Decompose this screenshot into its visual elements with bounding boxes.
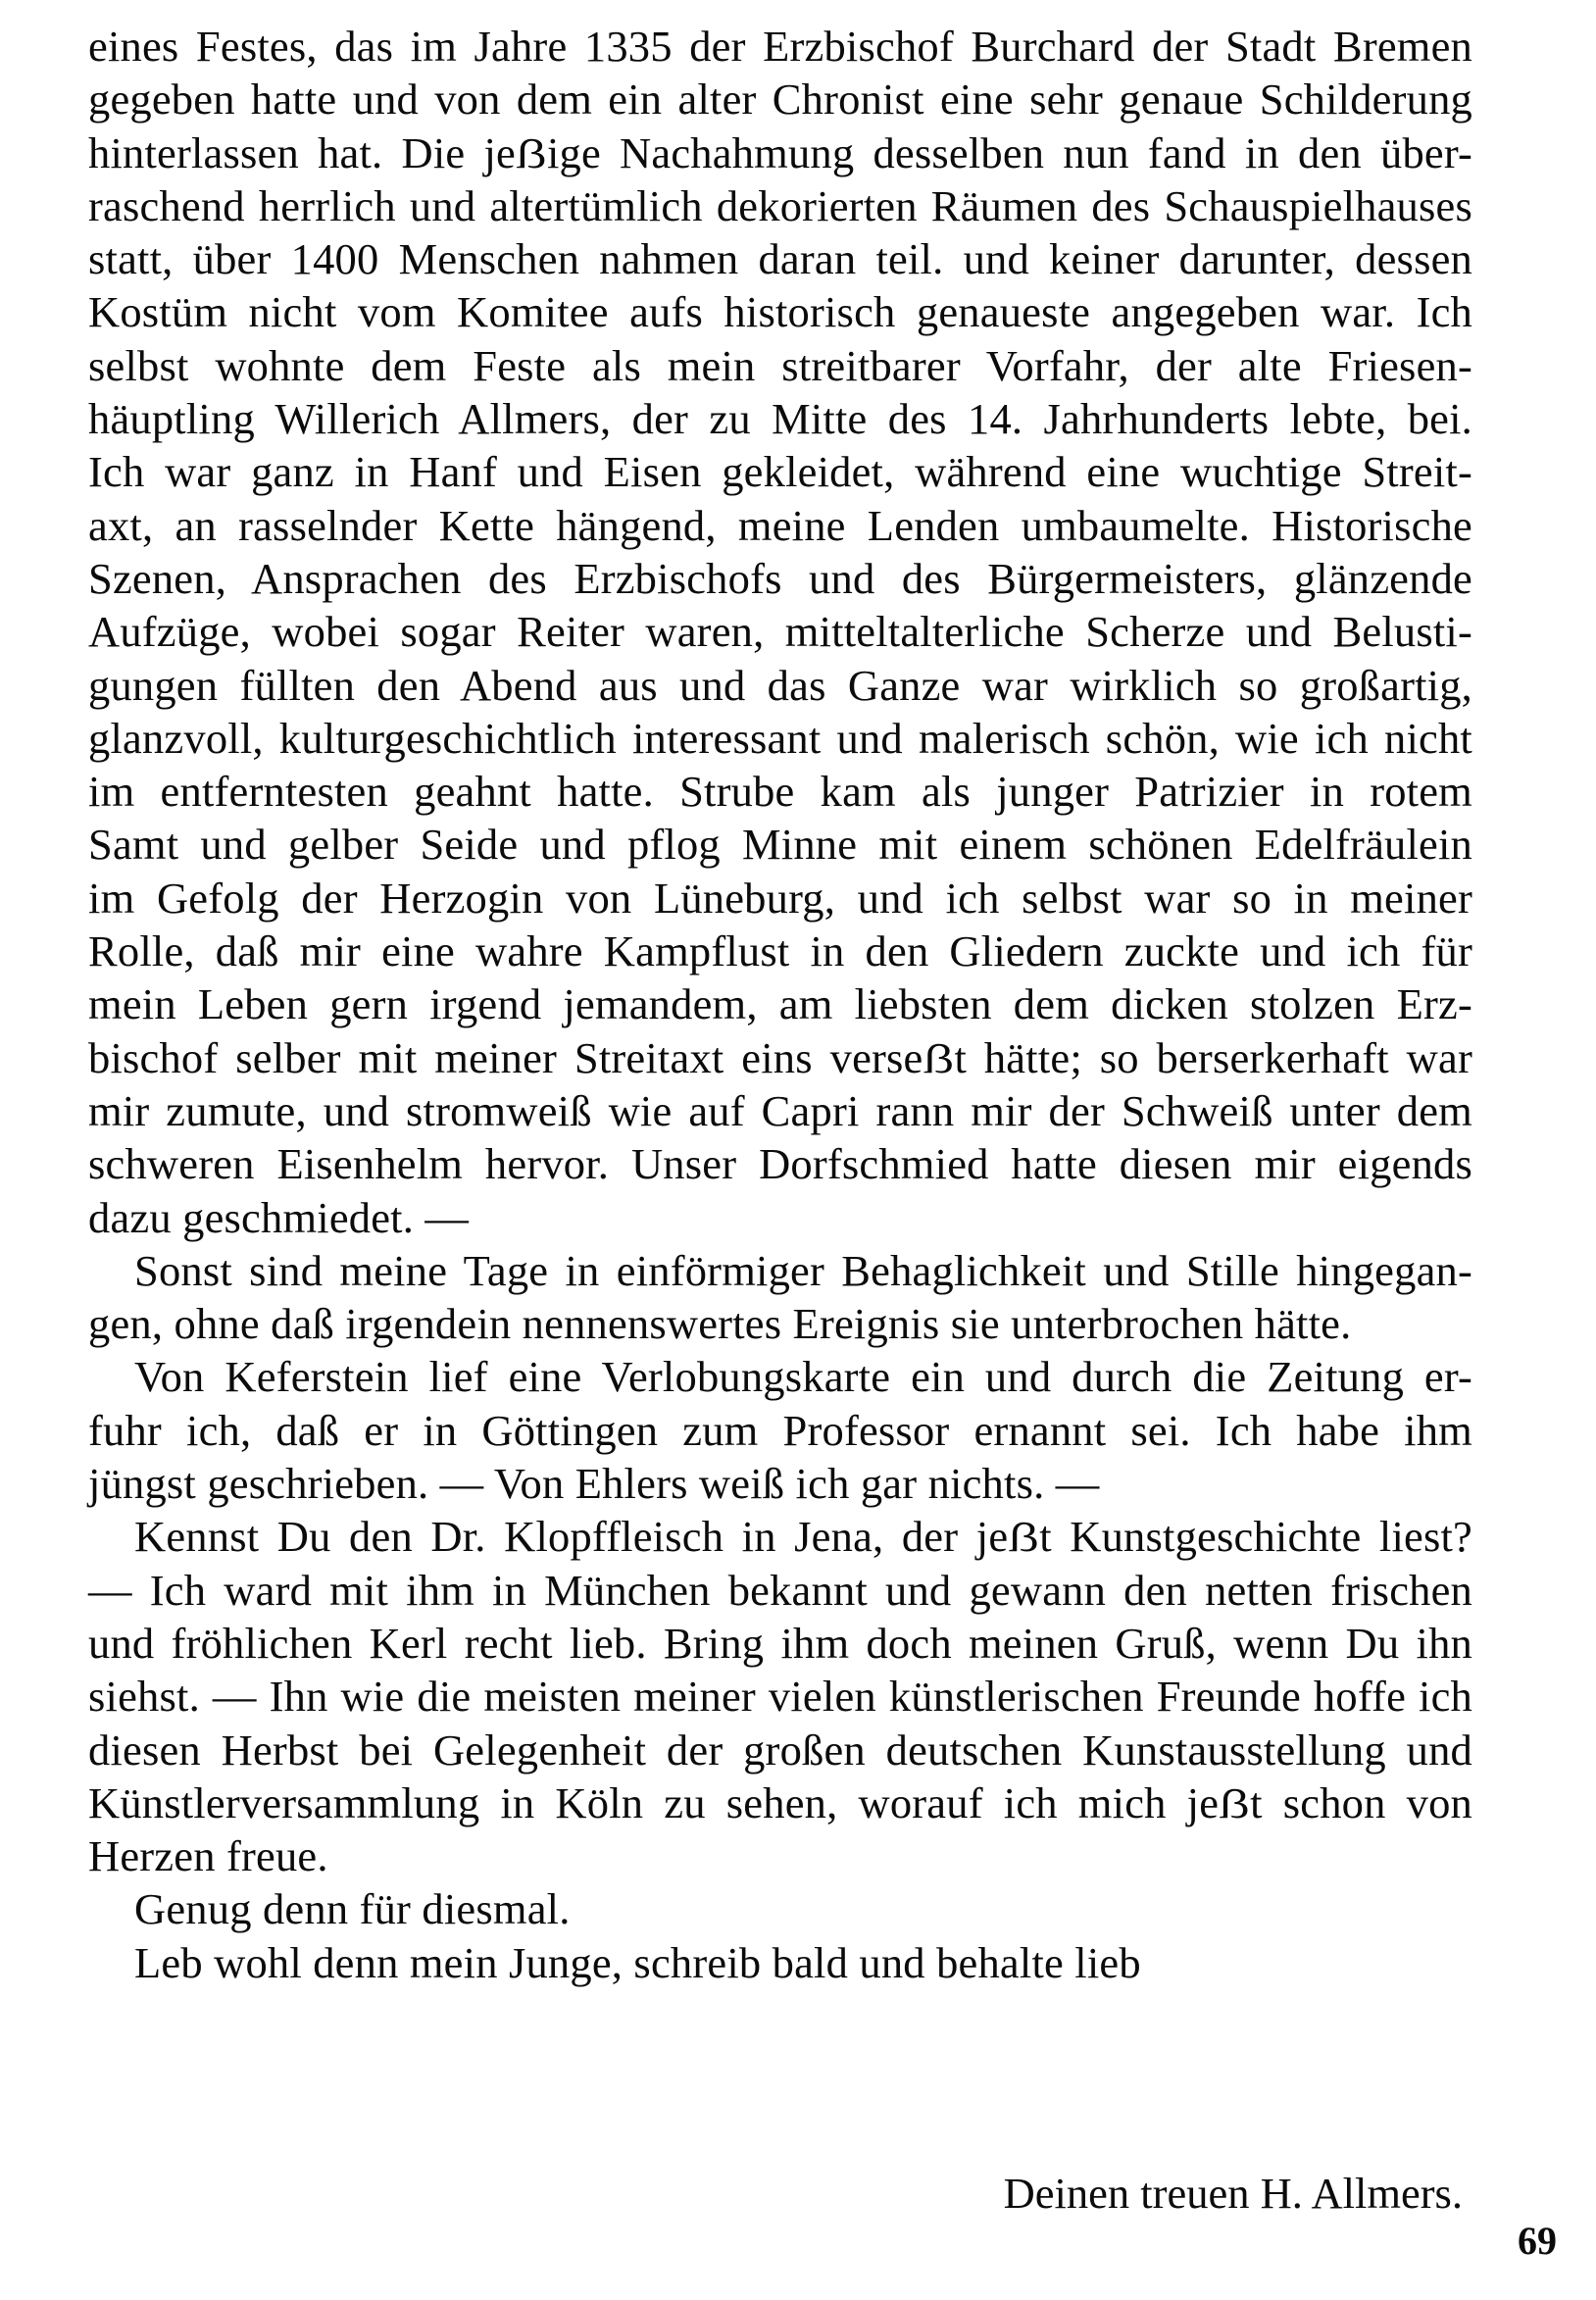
- text-line: Aufzüge, wobei sogar Reiter waren, mitteltalterliche Scherze und Belusti-: [88, 607, 1472, 657]
- text-line: statt, über 1400 Menschen nahmen daran teil. und keiner darunter, dessen: [88, 234, 1472, 284]
- text-line: bischof selber mit meiner Streitaxt eins verseẞt hätte; so berserkerhaft war: [88, 1032, 1472, 1082]
- text-line: selbst wohnte dem Feste als mein streitbarer Vorfahr, der alte Friesen-: [88, 340, 1472, 390]
- text-line: gegeben hatte und von dem ein alter Chronist eine sehr genaue Schilderung: [88, 75, 1472, 125]
- text-line: dazu geschmiedet. —: [88, 1192, 470, 1242]
- text-line: Von Keferstein lief eine Verlobungskarte ein und durch die Zeitung er-: [134, 1352, 1472, 1402]
- text-line: Herzen freue.: [88, 1831, 328, 1881]
- text-line: Samt und gelber Seide und pflog Minne mit einem schönen Edelfräulein: [88, 820, 1472, 870]
- text-line: Szenen, Ansprachen des Erzbischofs und des Bürgermeisters, glänzende: [88, 553, 1472, 603]
- text-line: siehst. — Ihn wie die meisten meiner vielen künstlerischen Freunde hoffe ich: [88, 1672, 1472, 1722]
- text-line: schweren Eisenhelm hervor. Unser Dorfschmied hatte diesen mir eigends: [88, 1139, 1472, 1189]
- page-number: 69: [1518, 2219, 1557, 2263]
- text-line: mir zumute, und stromweiß wie auf Capri rann mir der Schweiß unter dem: [88, 1085, 1472, 1135]
- signature: Deinen treuen H. Allmers.: [1003, 2169, 1463, 2218]
- book-page: [88, 20, 1472, 2275]
- text-line: mein Leben gern irgend jemandem, am liebsten dem dicken stolzen Erz-: [88, 979, 1472, 1029]
- text-line: Sonst sind meine Tage in einförmiger Behaglichkeit und Stille hingegan-: [134, 1245, 1472, 1295]
- text-line: gen, ohne daß irgendein nennenswertes Ereignis sie unterbrochen hätte.: [88, 1299, 1352, 1349]
- text-line: und fröhlichen Kerl recht lieb. Bring ihm doch meinen Gruß, wenn Du ihn: [88, 1618, 1472, 1668]
- text-line: eines Festes, das im Jahre 1335 der Erzbischof Burchard der Stadt Bremen: [88, 22, 1472, 71]
- text-line: diesen Herbst bei Gelegenheit der großen deutschen Kunstausstellung und: [88, 1725, 1472, 1775]
- text-line: häuptling Willerich Allmers, der zu Mitte des 14. Jahrhunderts lebte, bei.: [88, 394, 1472, 444]
- text-line: jüngst geschrieben. — Von Ehlers weiß ich gar nichts. —: [88, 1459, 1100, 1509]
- text-line: hinterlassen hat. Die jeẞige Nachahmung desselben nun fand in den über-: [88, 127, 1472, 177]
- text-line: Genug denn für diesmal.: [134, 1884, 571, 1934]
- text-line: im Gefolg der Herzogin von Lüneburg, und ich selbst war so in meiner: [88, 873, 1472, 923]
- text-line: — Ich ward mit ihm in München bekannt und gewann den netten frischen: [88, 1565, 1472, 1615]
- text-line: Rolle, daß mir eine wahre Kampflust in den Gliedern zuckte und ich für: [88, 926, 1472, 976]
- text-line: fuhr ich, daß er in Göttingen zum Professor ernannt sei. Ich habe ihm: [88, 1405, 1472, 1455]
- text-line: Kostüm nicht vom Komitee aufs historisch genaueste angegeben war. Ich: [88, 287, 1472, 337]
- text-line: Kennst Du den Dr. Klopffleisch in Jena, der jeẞt Kunstgeschichte liest?: [134, 1512, 1472, 1562]
- text-line: Leb wohl denn mein Junge, schreib bald und behalte lieb: [134, 1937, 1141, 1987]
- text-line: Ich war ganz in Hanf und Eisen gekleidet, während eine wuchtige Streit-: [88, 447, 1472, 497]
- text-line: Künstlerversammlung in Köln zu sehen, worauf ich mich jeẞt schon von: [88, 1777, 1472, 1827]
- body-text: [88, 20, 1472, 1989]
- text-line: gungen füllten den Abend aus und das Ganze war wirklich so großartig,: [88, 660, 1472, 710]
- text-line: im entferntesten geahnt hatte. Strube kam als junger Patrizier in rotem: [88, 767, 1472, 817]
- text-line: raschend herrlich und altertümlich dekorierten Räumen des Schauspielhauses: [88, 180, 1472, 230]
- text-line: axt, an rasselnder Kette hängend, meine Lenden umbaumelte. Historische: [88, 500, 1472, 550]
- text-line: glanzvoll, kulturgeschichtlich interessant und malerisch schön, wie ich nicht: [88, 713, 1472, 763]
